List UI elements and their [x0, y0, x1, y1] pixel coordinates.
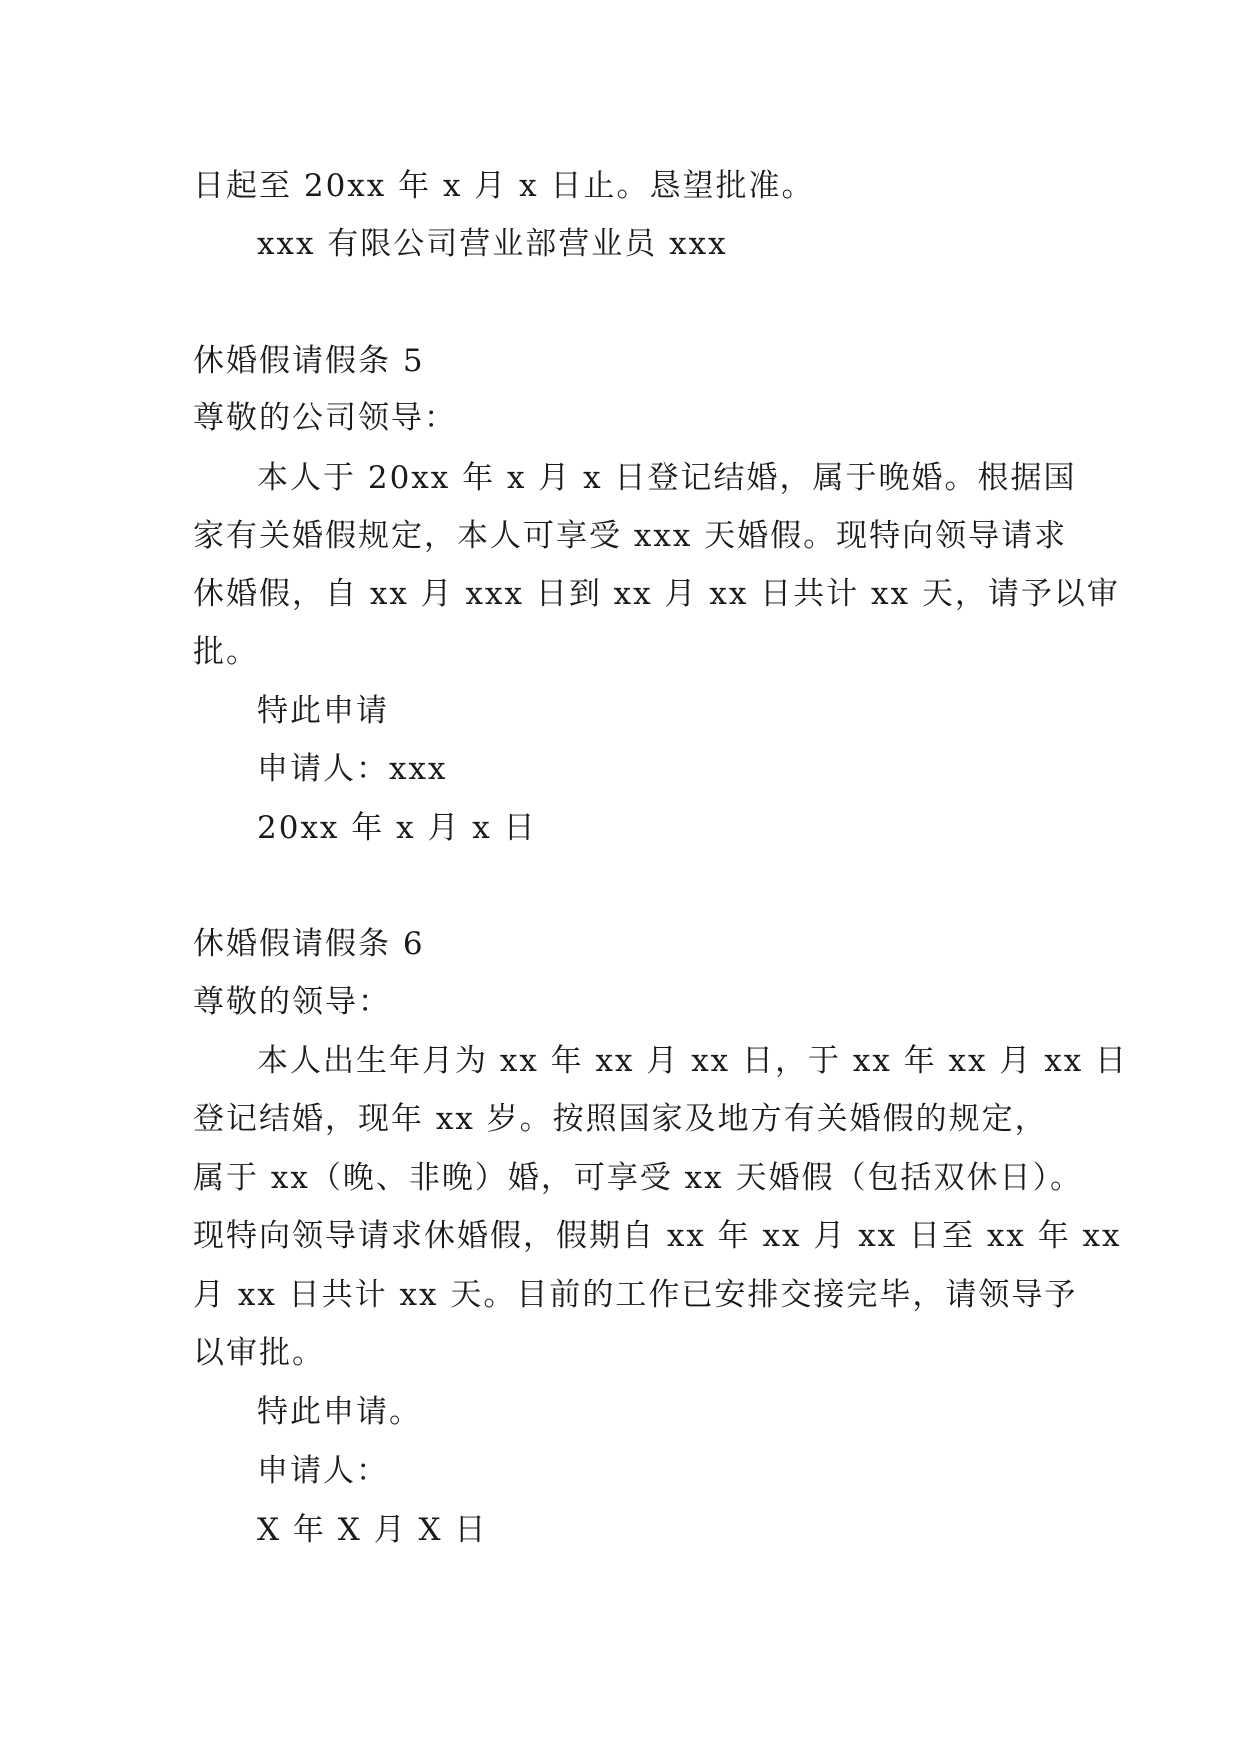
date-5: 20xx 年 x 月 x 日: [257, 810, 537, 846]
applicant-6: 申请人：: [257, 1453, 389, 1489]
body-line-5-3: 休婚假，自 xx 月 xxx 日到 xx 月 xx 日共计 xx 天，请予以审: [193, 576, 1120, 612]
closing-5: 特此申请: [257, 693, 389, 729]
salutation-6: 尊敬的领导：: [193, 984, 391, 1020]
date-6: X 年 X 月 X 日: [257, 1512, 488, 1548]
salutation-5: 尊敬的公司领导：: [193, 400, 457, 436]
body-line-6-2: 登记结婚，现年 xx 岁。按照国家及地方有关婚假的规定，: [193, 1101, 1048, 1137]
applicant-5: 申请人：xxx: [257, 751, 448, 787]
body-line-5-4: 批。: [193, 634, 259, 670]
section-title-6: 休婚假请假条 6: [193, 926, 425, 962]
closing-6: 特此申请。: [257, 1394, 422, 1430]
body-line-6-5: 月 xx 日共计 xx 天。目前的工作已安排交接完毕，请领导予: [193, 1277, 1078, 1313]
signature-line: xxx 有限公司营业部营业员 xxx: [257, 226, 728, 262]
body-line-6-6: 以审批。: [193, 1335, 325, 1371]
continuation-text: 日起至 20xx 年 x 月 x 日止。恳望批准。: [193, 168, 815, 204]
body-line-5-1: 本人于 20xx 年 x 月 x 日登记结婚，属于晚婚。根据国: [257, 460, 1077, 496]
body-line-5-2: 家有关婚假规定，本人可享受 xxx 天婚假。现特向领导请求: [193, 518, 1068, 554]
body-line-6-4: 现特向领导请求休婚假，假期自 xx 年 xx 月 xx 日至 xx 年 xx: [193, 1218, 1122, 1254]
body-line-6-3: 属于 xx（晚、非晚）婚，可享受 xx 天婚假（包括双休日）。: [193, 1160, 1083, 1196]
body-line-6-1: 本人出生年月为 xx 年 xx 月 xx 日，于 xx 年 xx 月 xx 日: [257, 1043, 1129, 1079]
section-title-5: 休婚假请假条 5: [193, 343, 425, 379]
